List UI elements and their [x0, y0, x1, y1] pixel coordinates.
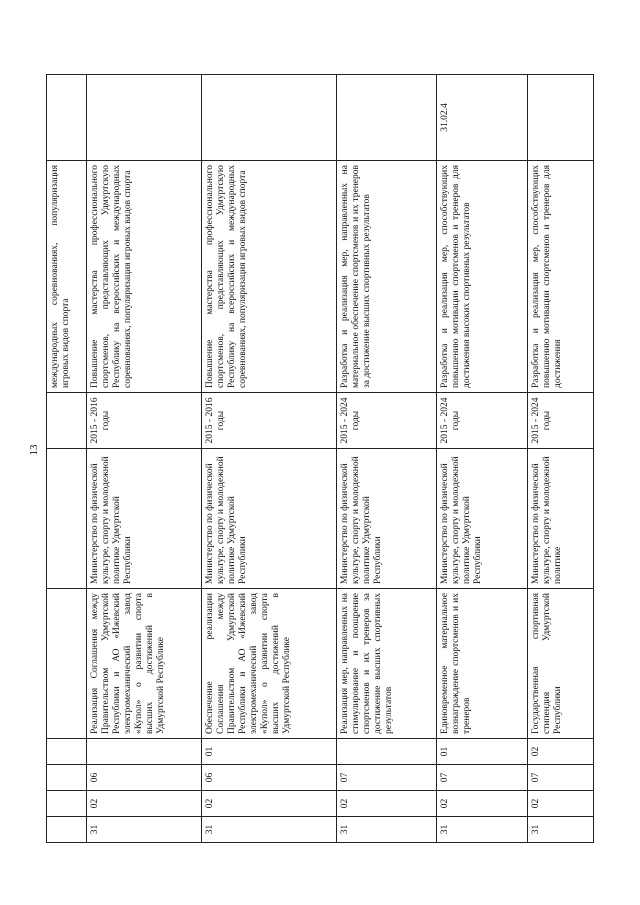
code-1-cell: 31 — [336, 817, 436, 843]
code-4-cell: 01 — [201, 739, 336, 765]
term-cell: 2015 - 2024 годы — [437, 393, 528, 449]
term-cell: 2015 - 2016 годы — [201, 393, 336, 449]
measure-name-cell — [47, 589, 87, 739]
term-cell: 2015 - 2024 годы — [528, 393, 594, 449]
measure-name-cell: Государственная спортивная стипендия Удмуртской Республики — [528, 589, 594, 739]
indicator-cell — [528, 75, 594, 161]
indicator-cell — [201, 75, 336, 161]
measure-name-cell: Единовременное материальное вознаграждение спортсменов и их тренеров — [437, 589, 528, 739]
code-1-cell: 31 — [201, 817, 336, 843]
executor-cell: Министерство по физической культуре, спорту и молодежной политике — [528, 449, 594, 589]
code-4-cell — [87, 739, 201, 765]
table-row — [201, 75, 336, 843]
code-3-cell: 07 — [336, 765, 436, 791]
code-1-cell: 31 — [437, 817, 528, 843]
measure-name-cell: Реализация Соглашения между Правительством Удмуртской Республики и АО «Ижевский электромеханический завод «Купол» о развитии спорта высших достижений в Удмуртской Республике — [87, 589, 201, 739]
executor-cell: Министерство по физической культуре, спорту и молодежной политике Удмуртской Республики — [437, 449, 528, 589]
code-4-cell — [336, 739, 436, 765]
code-3-cell — [47, 765, 87, 791]
expected-result-cell: Разработка и реализация мер, способствующих повышению мотивации спортсменов и тренеров для достижения — [528, 161, 594, 393]
code-2-cell: 02 — [528, 791, 594, 817]
indicator-cell — [87, 75, 201, 161]
program-table — [46, 74, 594, 843]
executor-cell: Министерство по физической культуре, спорту и молодежной политике Удмуртской Республики — [87, 449, 201, 589]
code-4-cell — [47, 739, 87, 765]
term-cell: 2015 - 2024 годы — [336, 393, 436, 449]
table-row — [87, 75, 201, 843]
term-cell: 2015 - 2016 годы — [87, 393, 201, 449]
code-2-cell — [47, 791, 87, 817]
code-3-cell: 06 — [201, 765, 336, 791]
expected-result-cell: международных соревнованиях, популяризация игровых видов спорта — [47, 161, 87, 393]
table-row — [336, 75, 436, 843]
expected-result-cell: Повышение мастерства профессионального спортсменов, представляющих Удмуртскую Республику на всероссийских и международных соревнованиях, популяризация игровых видов спорта — [87, 161, 201, 393]
code-4-cell: 02 — [528, 739, 594, 765]
table-row — [47, 75, 87, 843]
measure-name-cell: Обеспечение реализации Соглашения между Правительством Удмуртской Республики и АО «Ижевский электромеханический завод «Купол» о развитии спорта высших достижений в Удмуртской Республике — [201, 589, 336, 739]
code-1-cell: 31 — [87, 817, 201, 843]
measure-name-cell: Реализация мер, направленных на стимулирование и поощрение спортсменов и их тренеров за достижение высших спортивных результатов — [336, 589, 436, 739]
executor-cell — [47, 449, 87, 589]
executor-cell: Министерство по физической культуре, спорту и молодежной политике Удмуртской Республики — [201, 449, 336, 589]
code-2-cell: 02 — [201, 791, 336, 817]
expected-result-cell: Разработка и реализация мер, способствующих повышению мотивации спортсменов и тренеров для достижения высоких спортивных результатов — [437, 161, 528, 393]
code-4-cell: 01 — [437, 739, 528, 765]
table-row — [437, 75, 528, 843]
code-3-cell: 06 — [87, 765, 201, 791]
term-cell — [47, 393, 87, 449]
code-2-cell: 02 — [87, 791, 201, 817]
indicator-cell — [336, 75, 436, 161]
table-row — [528, 75, 594, 843]
indicator-cell — [47, 75, 87, 161]
code-1-cell — [47, 817, 87, 843]
executor-cell: Министерство по физической культуре, спорту и молодежной политике Удмуртской Республики — [336, 449, 436, 589]
code-3-cell: 07 — [437, 765, 528, 791]
code-3-cell: 07 — [528, 765, 594, 791]
code-2-cell: 02 — [437, 791, 528, 817]
indicator-cell: 31.02.4 — [437, 75, 528, 161]
expected-result-cell: Повышение мастерства профессионального спортсменов, представляющих Удмуртскую Республику на всероссийских и международных соревнованиях, популяризация игровых видов спорта — [201, 161, 336, 393]
code-1-cell: 31 — [528, 817, 594, 843]
code-2-cell: 02 — [336, 791, 436, 817]
page-number: 13 — [28, 444, 40, 456]
expected-result-cell: Разработка и реализация мер, направленных на материальное обеспечение спортсменов и их тренеров за достижение высших спортивных результатов — [336, 161, 436, 393]
rotated-table-wrapper — [46, 75, 594, 843]
